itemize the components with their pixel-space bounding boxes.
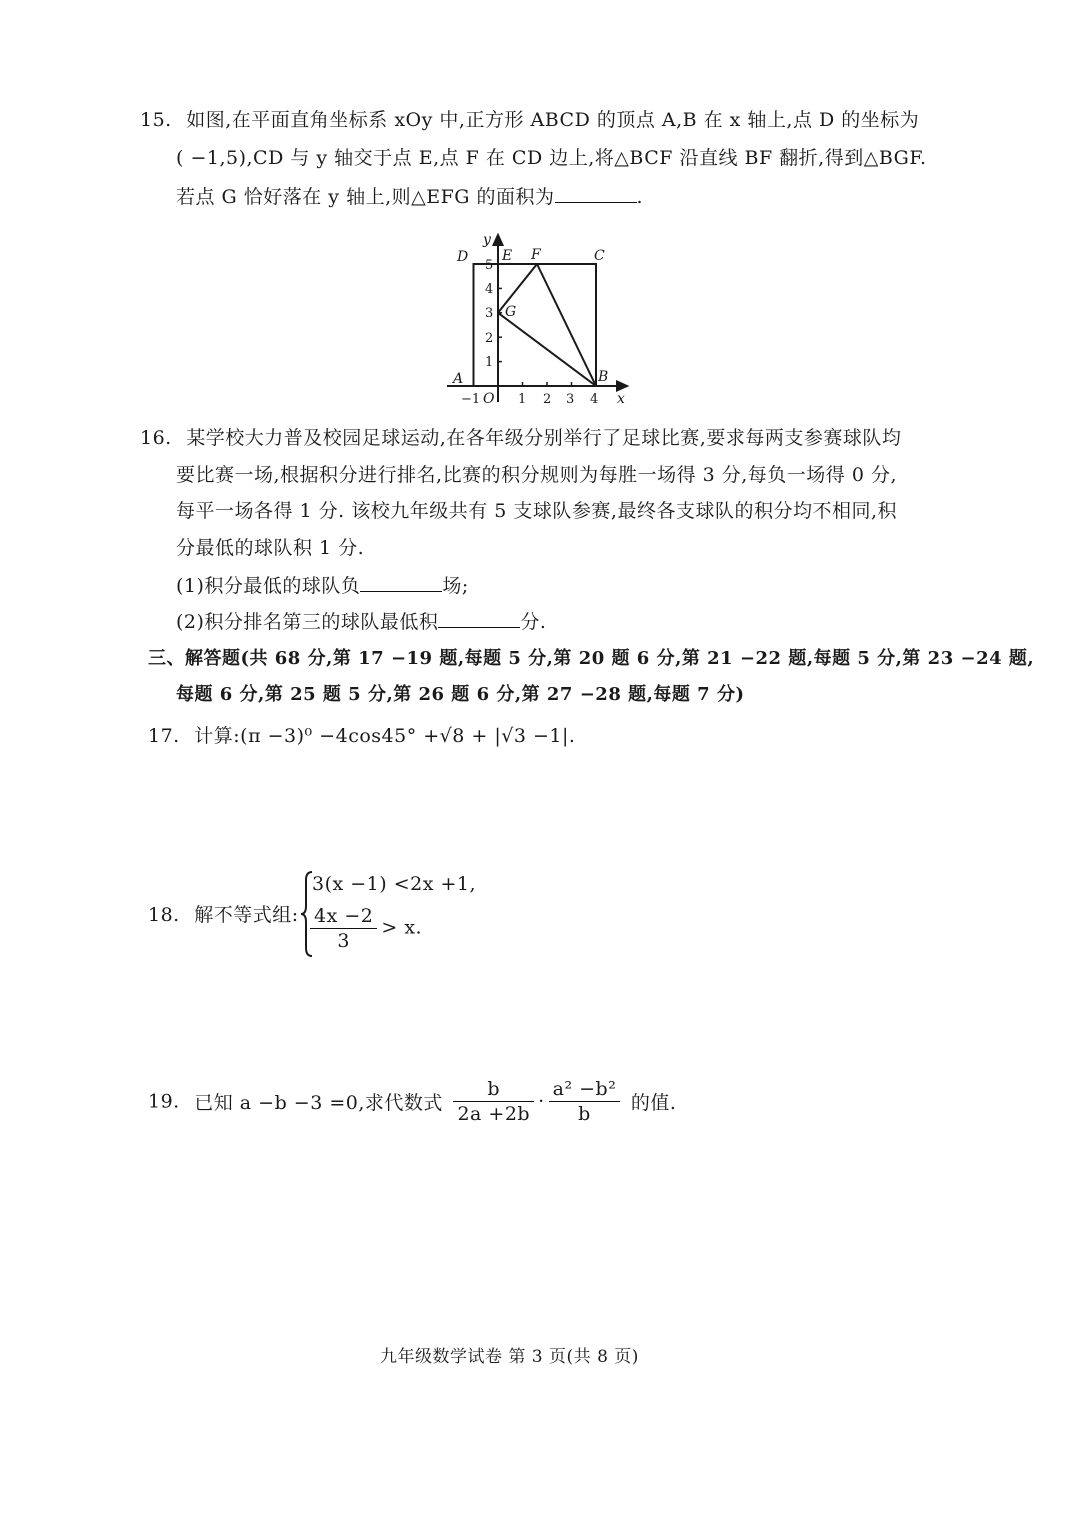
q15-figure [445, 230, 645, 410]
label-O: O [483, 391, 495, 407]
q15-line2: ( −1,5),CD 与 y 轴交于点 E,点 F 在 CD 边上,将△BCF 沿直线 BF 翻折,得到△BGF. [176, 147, 927, 169]
q16-line4: 分最低的球队积 1 分. [176, 537, 365, 559]
fraction: $\frac{\text{a² −b²}}{b}$ [549, 1078, 621, 1125]
q18-inequality-1: 3(x −1) <2x +1, [312, 873, 477, 895]
answer-blank[interactable] [360, 573, 442, 592]
label-A: A [453, 371, 464, 387]
label-F: F [531, 247, 541, 263]
page-footer: 九年级数学试卷 第 3 页(共 8 页) [380, 1347, 639, 1367]
q19: 19. 已知 a −b −3 =0,求代数式 $\frac{b}{2a +2b}$ · $\frac{\text{a² −b²}}{b}$ 的值. [148, 1078, 677, 1125]
q19-number: 19. [148, 1090, 180, 1113]
segment-BG [498, 313, 596, 386]
y-axis-arrow [494, 235, 503, 245]
q16-number: 16. [140, 427, 172, 449]
q18-label: 18. 解不等式组: [148, 904, 299, 926]
label-x: x [617, 391, 625, 407]
q15-line1: 15. 如图,在平面直角坐标系 xOy 中,正方形 ABCD 的顶点 A,B 在 x 轴上,点 D 的坐标为 [140, 109, 920, 131]
answer-blank[interactable] [438, 609, 520, 628]
fraction: $\frac{4x -2}{3}$ [310, 905, 377, 952]
x-tick-3: 3 [566, 392, 575, 407]
fraction: $\frac{b}{2a +2b}$ [453, 1078, 534, 1125]
q16-line1: 16. 某学校大力普及校园足球运动,在各年级分别举行了足球比赛,要求每两支参赛球队均 [140, 427, 902, 449]
segment-BF [537, 264, 596, 386]
x-tick-1: 1 [518, 392, 527, 407]
label-D: D [457, 249, 469, 265]
y-tick-2: 2 [485, 331, 494, 346]
q18-inequality-2: $\frac{4x -2}{3}$ > x. [306, 905, 422, 952]
q18-number: 18. [148, 904, 180, 926]
q16-part2: (2)积分排名第三的球队最低积 分. [176, 611, 547, 633]
label-G: G [505, 304, 517, 320]
x-tick-neg1: −1 [461, 392, 481, 407]
answer-blank[interactable] [555, 184, 637, 203]
q17-number: 17. [148, 725, 180, 747]
q15-line3: 若点 G 恰好落在 y 轴上,则△EFG 的面积为 . [176, 186, 644, 208]
y-tick-4: 4 [485, 282, 494, 297]
section3-heading-line1: 三、解答题(共 68 分,第 17 −19 题,每题 5 分,第 20 题 6 分,第 21 −22 题,每题 5 分,第 23 −24 题, [148, 648, 1035, 669]
q16-line3: 每平一场各得 1 分. 该校九年级共有 5 支球队参赛,最终各支球队的积分均不相同,积 [176, 500, 897, 522]
label-E: E [502, 248, 513, 264]
x-axis-arrow [617, 382, 627, 391]
q17: 17. 计算:(π −3)⁰ −4cos45° +√8 + |√3 −1|. [148, 725, 576, 747]
label-y: y [483, 232, 491, 248]
q16-line2: 要比赛一场,根据积分进行排名,比赛的积分规则为每胜一场得 3 分,每负一场得 0 分, [176, 464, 897, 486]
x-tick-2: 2 [543, 392, 552, 407]
y-tick-3: 3 [485, 306, 494, 321]
q16-part1: (1)积分最低的球队负 场; [176, 575, 469, 597]
section3-heading-line2: 每题 6 分,第 25 题 5 分,第 26 题 6 分,第 27 −28 题,每题 7 分) [176, 684, 745, 705]
x-tick-4: 4 [590, 392, 599, 407]
y-tick-1: 1 [485, 355, 494, 370]
y-tick-5: 5 [485, 258, 494, 273]
label-C: C [594, 248, 605, 264]
label-B: B [598, 369, 609, 385]
q15-number: 15. [140, 109, 172, 131]
segment-GF [498, 264, 537, 313]
